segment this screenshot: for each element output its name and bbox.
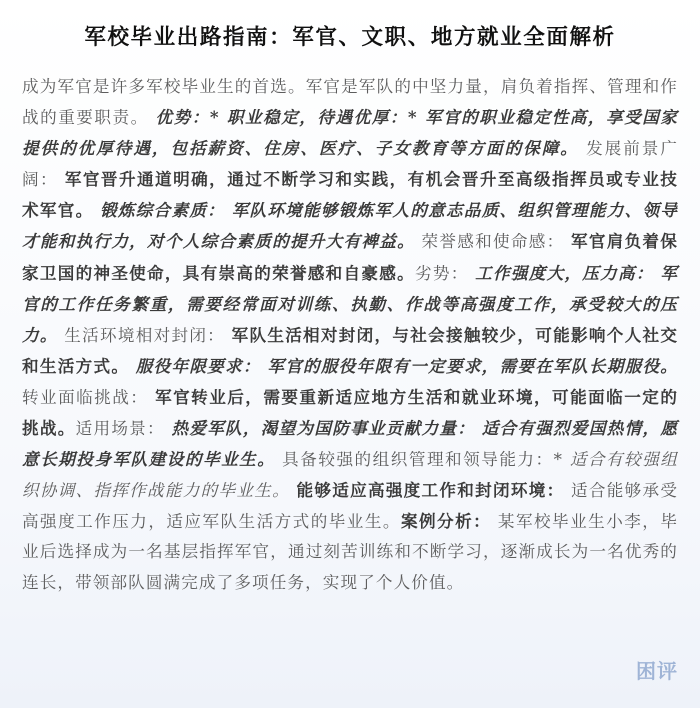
label-adapt: 能够适应高强度工作和封闭环境：: [296, 480, 565, 501]
text-service-years: 军官的服役年限有一定要求，需要在军队长期服役。: [267, 355, 678, 376]
text-adapt: 适合能够承受高强度工作压力，适应军队生活方式的毕业生。: [22, 481, 679, 532]
text-love-army: 适合有强烈爱国热情，愿意长期投身军队建设的毕业生。: [22, 418, 679, 470]
advantage-stability: 优势：* 职业稳定，待遇优厚：* 军官的职业稳定性高，享受国家提供的优厚待遇，包括薪资、住房、医疗、子女教育等方面的保障。: [22, 107, 679, 159]
watermark-logo: 困评: [636, 659, 678, 683]
label-scenarios: 适用场景：: [75, 419, 165, 439]
page-title: 军校毕业出路指南：军官、文职、地方就业全面解析: [84, 25, 616, 50]
label-leadership: 具备较强的组织管理和领导能力：*: [282, 450, 564, 470]
text-prospects: 军官晋升通道明确，通过不断学习和实践，有机会晋升至高级指挥员或专业技术军官。: [22, 169, 679, 221]
label-love-army: 热爱军队，渴望为国防事业贡献力量：: [171, 418, 476, 439]
article-body: [22, 72, 678, 598]
label-intensity: 工作强度大，压力高：: [475, 262, 654, 283]
intro-text: 成为军官是许多军校毕业生的首选。军官是军队的中坚力量，肩负着指挥、管理和作战的重要职责。: [22, 77, 678, 128]
label-quality: 锻炼综合素质：: [100, 200, 226, 221]
label-honor: 荣誉感和使命感：: [421, 232, 565, 252]
label-transfer: 转业面临挑战：: [22, 387, 149, 407]
text-case: 某军校毕业生小李，毕业后选择成为一名基层指挥军官，通过刻苦训练和不断学习，逐渐成长为一名优秀的连长，带领部队圆满完成了多项任务，实现了个人价值。: [22, 512, 679, 592]
text-honor: 军官肩负着保家卫国的神圣使命，具有崇高的荣誉感和自豪感。: [22, 231, 678, 283]
text-intensity: 军官的工作任务繁重，需要经常面对训练、执勤、作战等高强度工作，承受较大的压力。: [22, 262, 679, 345]
text-leadership: 适合有较强组织协调、指挥作战能力的毕业生。: [22, 450, 678, 501]
label-disadvantages: 劣势：: [414, 263, 469, 283]
label-service-years: 服役年限要求：: [135, 355, 261, 376]
text-transfer: 军官转业后，需要重新适应地方生活和就业环境，可能面临一定的挑战。: [22, 386, 679, 439]
label-environment: 生活环境相对封闭：: [64, 325, 226, 345]
label-prospects: 发展前景广阔：: [22, 139, 679, 190]
label-case: 案例分析：: [400, 511, 492, 532]
text-environment: 军队生活相对封闭，与社会接触较少，可能影响个人社交和生活方式。: [22, 324, 679, 376]
text-quality: 军队环境能够锻炼军人的意志品质、组织管理能力、领导才能和执行力，对个人综合素质的提升大有裨益。: [22, 200, 679, 252]
